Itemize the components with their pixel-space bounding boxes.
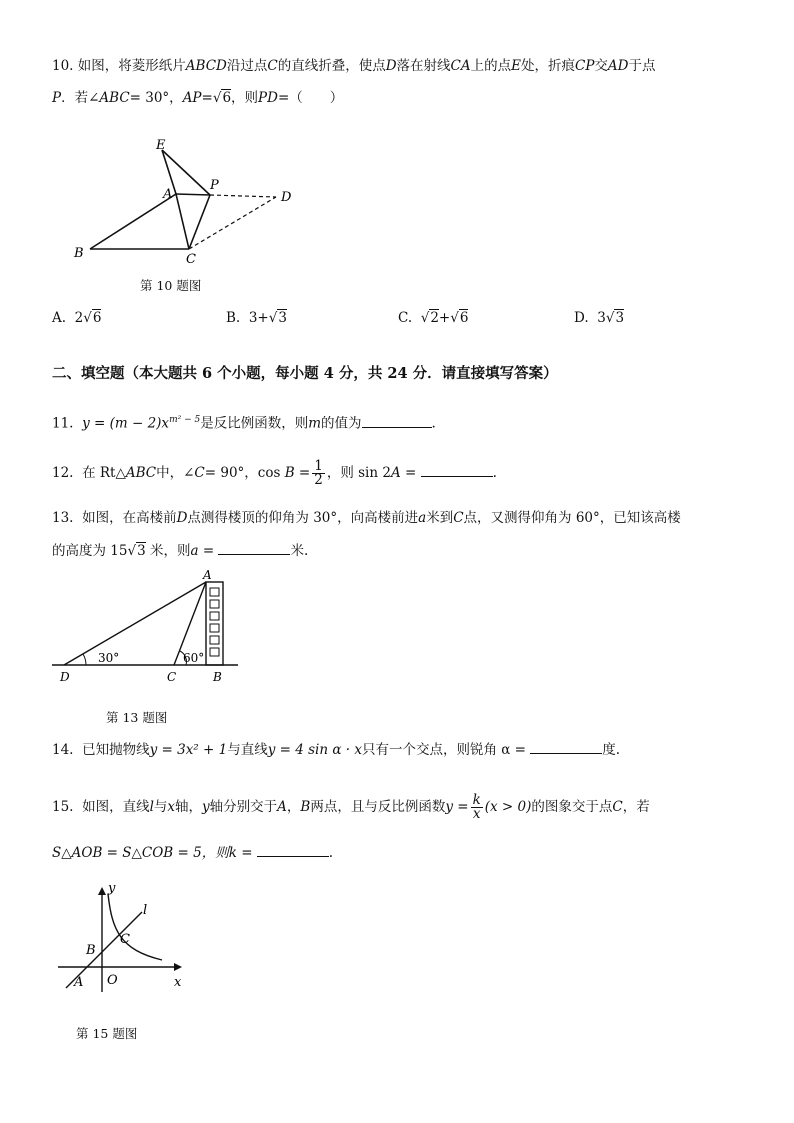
q13-c: C — [453, 510, 464, 526]
q11-exponent: m² − 5 — [169, 415, 201, 425]
q13-text: = — [202, 543, 215, 559]
q15-label-a: A — [74, 975, 84, 990]
q10-e: E — [511, 58, 521, 74]
q15-text: 的图象交于点 — [531, 799, 613, 815]
q10-text: ，则 — [231, 90, 259, 106]
option-coef: 3 — [597, 310, 606, 326]
option-plus: + — [438, 310, 451, 326]
q15-frac-den: x — [472, 806, 481, 822]
q10-option-d[interactable]: D. 3√3 — [574, 310, 625, 326]
q10-cp: CP — [574, 58, 595, 74]
q10-d: D — [385, 58, 397, 74]
q15-text: 两点，且与反比例函数 — [310, 799, 446, 815]
q15-k: k — [228, 845, 237, 861]
q13-a: a — [418, 510, 427, 526]
q13-number: 13. — [52, 510, 74, 526]
q13-text: 米到 — [426, 510, 454, 526]
q13-line2: 的高度为 15√3 米，则a = 米. — [52, 543, 309, 559]
q12-number: 12. — [52, 465, 74, 481]
option-coef: 2 — [74, 310, 84, 326]
q10-eq: = — [201, 90, 213, 106]
q10-option-b[interactable]: B. 3+√3 — [226, 310, 287, 326]
q10-text: 上的点 — [470, 58, 512, 74]
q13-text: 点，又测得仰角为 60°，已知该高楼 — [463, 510, 681, 526]
q15-text: ， — [286, 799, 301, 815]
q11-y: y — [82, 415, 90, 432]
q15-label-l: l — [143, 903, 148, 918]
q15-fn: y = — [445, 799, 469, 815]
q15-text: ，若 — [622, 799, 650, 815]
q13-label-b: B — [213, 670, 222, 684]
q11-line — [52, 410, 436, 434]
q10-ap: AP — [182, 90, 202, 106]
option-radicand: 6 — [459, 310, 469, 326]
q13-a: a — [190, 543, 199, 559]
q10-line2: P．若∠ABC= 30°，AP=√6，则PD=（ ） — [52, 90, 344, 106]
q10-line-ac — [176, 194, 189, 249]
q13-angle-30: 30° — [98, 651, 120, 665]
q10-ad: AD — [607, 58, 629, 74]
q15-text: = — [241, 845, 253, 861]
q15-text: 轴， — [175, 799, 203, 815]
q15-area-expr: S△AOB = S△COB = 5，则 — [52, 845, 229, 861]
q12-text: = 90°， — [204, 465, 258, 481]
q14-text: 与直线 — [227, 742, 268, 758]
q12-end: . — [492, 465, 497, 481]
q12-text: ，则 sin 2 — [326, 465, 391, 481]
q15-a: A — [277, 799, 287, 815]
q10-ca: CA — [450, 58, 471, 74]
option-letter: D. — [574, 310, 589, 326]
q15-label-x: x — [174, 975, 182, 990]
q10-p: P — [52, 90, 62, 106]
q10-text: 的直线折叠，使点 — [277, 58, 386, 74]
q11-number: 11. — [52, 415, 74, 432]
q10-text: 交 — [594, 58, 608, 74]
section-heading: 二、填空题（本大题共 6 个小题，每小题 4 分，共 24 分．请直接填写答案） — [52, 365, 558, 382]
q10-option-c[interactable]: C. √2+√6 — [398, 310, 469, 326]
q13-caption: 第 13 题图 — [106, 710, 168, 725]
q15-label-o: O — [107, 973, 118, 988]
q10-label-e: E — [156, 138, 166, 153]
q10-text: 如图，将菱形纸片 — [77, 58, 186, 74]
q15-x-arrow — [174, 963, 182, 971]
q15-line1 — [52, 792, 650, 822]
q11-text: 是反比例函数，则 — [200, 415, 309, 432]
q13-sqrt3: 3 — [137, 543, 146, 559]
q12-frac-num: 1 — [314, 458, 323, 474]
q13-answer-blank[interactable] — [218, 553, 290, 555]
q10-sqrt6: 6 — [222, 90, 232, 106]
q15-text: 如图，直线 — [82, 799, 150, 815]
q10-line-cd — [189, 197, 276, 249]
q10-line-pd — [210, 195, 276, 197]
q14-line-expr: y = 4 sin α · x — [267, 742, 362, 758]
q11-answer-blank[interactable] — [362, 426, 432, 428]
q13-text: 点测得楼顶的仰角为 30°，向高楼前进 — [187, 510, 419, 526]
q14-number: 14. — [52, 742, 74, 758]
q11-end: . — [431, 415, 436, 432]
q10-caption: 第 10 题图 — [140, 278, 202, 293]
q10-c: C — [267, 58, 278, 74]
q15-label-c: C — [120, 932, 130, 947]
q12-answer-blank[interactable] — [421, 475, 493, 477]
q15-answer-blank[interactable] — [257, 855, 329, 857]
q15-number: 15. — [52, 799, 74, 815]
q15-condition: (x > 0) — [484, 799, 532, 815]
q10-line-ba — [90, 194, 176, 249]
q12-text: 在 Rt△ — [82, 465, 126, 481]
q14-end: 度. — [602, 742, 621, 758]
q13-text: 米. — [290, 543, 309, 559]
option-radicand: 6 — [92, 310, 102, 326]
option-radicand: 3 — [615, 310, 625, 326]
q15-line2 — [52, 843, 333, 863]
q10-option-a[interactable]: A. 2√6 — [52, 310, 102, 326]
q14-parabola: y = 3x² + 1 — [149, 742, 228, 758]
q15-y-arrow — [98, 887, 106, 895]
q15-frac-num: k — [472, 792, 481, 808]
q10-text: 处，折痕 — [520, 58, 575, 74]
q15-hyperbola — [108, 894, 162, 960]
q13-text: 米，则 — [149, 543, 191, 559]
q10-label-p: P — [210, 178, 219, 193]
q12-eq: = — [298, 465, 311, 481]
option-letter: B. — [226, 310, 241, 326]
q13-text: 的高度为 15 — [52, 543, 128, 559]
q10-figure — [62, 132, 312, 267]
q10-text: = 30°， — [129, 90, 183, 106]
q15-text: 轴分别交于 — [209, 799, 278, 815]
q15-caption: 第 15 题图 — [76, 1026, 138, 1041]
q10-text: 沿过点 — [226, 58, 268, 74]
q15-figure — [50, 880, 200, 1000]
q12-text: 中，∠ — [156, 465, 195, 481]
q15-text: 与 — [153, 799, 168, 815]
q10-pd: PD — [258, 90, 278, 106]
q13-figure — [50, 568, 250, 688]
q13-line1 — [52, 508, 681, 528]
q15-b: B — [300, 799, 311, 815]
q14-text: 只有一个交点，则锐角 α = — [361, 742, 526, 758]
q15-y: y — [202, 799, 210, 815]
q13-text: 如图，在高楼前 — [82, 510, 177, 526]
q10-label-c: C — [186, 252, 196, 267]
q12-c: C — [194, 465, 205, 481]
q12-text: = — [405, 465, 417, 481]
q13-d: D — [176, 510, 188, 526]
option-letter: C. — [398, 310, 413, 326]
q13-label-d: D — [60, 670, 70, 684]
q12-a: A — [390, 465, 401, 481]
q15-label-y: y — [108, 881, 116, 896]
q13-arc-30 — [83, 654, 86, 665]
q12-fraction — [312, 460, 325, 487]
q10-text: 落在射线 — [396, 58, 451, 74]
q15-c: C — [612, 799, 623, 815]
q10-abc: ABC — [99, 90, 130, 106]
q10-label-d: D — [281, 190, 292, 205]
q12-b: B — [284, 465, 295, 481]
q15-fraction — [471, 794, 483, 821]
option-letter: A. — [52, 310, 67, 326]
q12-abc: ABC — [125, 465, 157, 481]
q10-line-pc — [189, 195, 210, 249]
q10-text: ．若∠ — [61, 90, 100, 106]
q10-label-b: B — [74, 246, 84, 261]
q13-building-windows — [210, 588, 219, 656]
q10-label-a: A — [163, 187, 173, 202]
q11-text: 的值为 — [321, 415, 362, 432]
q12-cos: cos — [257, 465, 281, 481]
q12-line — [52, 458, 497, 488]
option-coef: 3+ — [248, 310, 269, 326]
q12-frac-den: 2 — [314, 472, 323, 488]
q10-number: 10. — [52, 58, 74, 74]
q13-label-a: A — [203, 568, 212, 582]
q13-angle-60: 60° — [183, 651, 205, 665]
q11-expr: = (m − 2)x — [94, 415, 170, 432]
q15-l: l — [149, 799, 154, 815]
q15-end: . — [328, 845, 334, 861]
q10-text: =（ ） — [277, 90, 344, 106]
q14-line — [52, 740, 620, 760]
option-radicand: 2 — [430, 310, 439, 326]
q14-text: 已知抛物线 — [82, 742, 150, 758]
q14-answer-blank[interactable] — [530, 752, 602, 754]
q10-line-ap — [176, 194, 210, 195]
q11-m: m — [308, 415, 322, 432]
q15-label-b: B — [86, 943, 96, 958]
q15-x: x — [167, 799, 176, 815]
q10-abcd: ABCD — [185, 58, 227, 74]
q10-line1 — [52, 56, 655, 76]
q13-label-c: C — [167, 670, 177, 684]
q10-text: 于点 — [628, 58, 656, 74]
option-radicand: 3 — [278, 310, 287, 326]
